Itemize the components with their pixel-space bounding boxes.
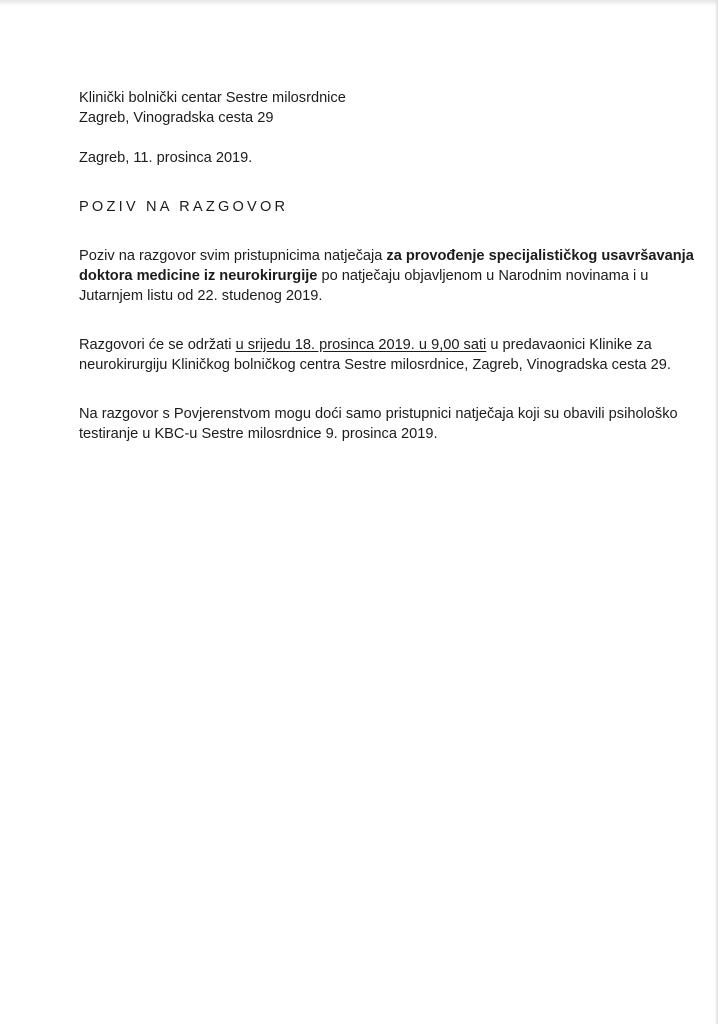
underlined-date-time: u srijedu 18. prosinca 2019. u 9,00 sati bbox=[235, 337, 487, 353]
bold-text-run: za provođenje specijalističkog usavršavanja bbox=[386, 248, 694, 264]
institution-name: Klinički bolnički centar Sestre milosrdnice bbox=[79, 90, 346, 106]
paragraph-invitation bbox=[79, 246, 694, 306]
text-run: po natječaju objavljenom u Narodnim novinama i u bbox=[317, 268, 649, 284]
letter-date bbox=[79, 148, 636, 168]
paragraph-line bbox=[79, 246, 694, 266]
paragraph-line: Na razgovor s Povjerenstvom mogu doći samo pristupnici natječaja koji su obavili psihološko bbox=[79, 406, 678, 422]
paragraph-schedule bbox=[79, 335, 671, 375]
sender-address bbox=[79, 88, 636, 128]
bold-text-run: doktora medicine iz neurokirurgije bbox=[79, 268, 318, 284]
text-run: Poziv na razgovor svim pristupnicima natječaja bbox=[79, 248, 387, 264]
date-line: Zagreb, 11. prosinca 2019. bbox=[79, 150, 253, 166]
text-run: Razgovori će se održati bbox=[79, 337, 236, 353]
text-run: u predavaonici Klinike za bbox=[486, 337, 652, 353]
paragraph-line: neurokirurgiju Kliničkog bolničkog centra Sestre milosrdnice, Zagreb, Vinogradska cesta 29. bbox=[79, 357, 671, 373]
letter-title bbox=[79, 197, 636, 217]
paragraph-eligibility bbox=[79, 404, 678, 444]
title-text: POZIV NA RAZGOVOR bbox=[79, 199, 289, 215]
paragraph-line: Jutarnjem listu od 22. studenog 2019. bbox=[79, 288, 323, 304]
paragraph-line bbox=[79, 266, 649, 286]
paragraph-line: testiranje u KBC-u Sestre milosrdnice 9. prosinca 2019. bbox=[79, 426, 438, 442]
paragraph-line bbox=[79, 335, 652, 355]
institution-address: Zagreb, Vinogradska cesta 29 bbox=[79, 110, 274, 126]
letter-body bbox=[79, 88, 694, 444]
scan-top-shadow bbox=[0, 0, 718, 6]
